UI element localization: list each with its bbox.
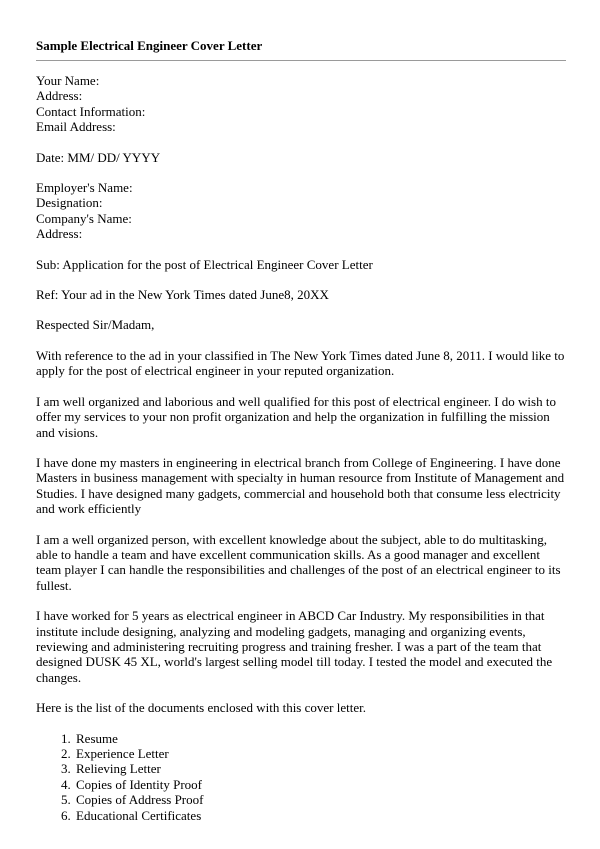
enclosures-list (36, 731, 566, 823)
document-title: Sample Electrical Engineer Cover Letter (36, 38, 263, 53)
list-item: 4. Copies of Identity Proof (74, 777, 566, 792)
body-paragraph: I am a well organized person, with excellent knowledge about the subject, able to do multitasking, able to handle a team and have excellent communication skills. As a good manager and excellent team player I can handle the responsibilities and challenges of the post of an electrical engineer to its fullest. (36, 531, 561, 593)
list-item: 1. Resume (74, 731, 566, 746)
list-item: 2. Experience Letter (74, 746, 566, 761)
sender-address-label: Address: (36, 88, 83, 104)
body-paragraph: With reference to the ad in your classified in The New York Times dated June 8, 2011. I would like to apply for the post of electrical engineer in your reputed organization. (36, 347, 565, 379)
employer-designation-label: Designation: (36, 195, 103, 211)
sender-contact-label: Contact Information: (36, 103, 146, 119)
employer-name-label: Employer's Name: (36, 180, 133, 196)
employer-address-label: Address: (36, 226, 83, 242)
sender-block (36, 73, 566, 135)
employer-block (36, 180, 566, 242)
body-paragraph: I have done my masters in engineering in electrical branch from College of Engineering. I have done Masters in business management with specialty in human resource from Institute of Management and Studies. I have designed many gadgets, commercial and household both that consume less electricity and work efficiently (36, 454, 565, 517)
letter-page (36, 38, 566, 823)
body-paragraph: I am well organized and laborious and well qualified for this post of electrical engineer. I do wish to offer my services to your non profit organization and help the organization in fulfilling the mission and visions. (36, 393, 556, 440)
title-divider (36, 60, 566, 61)
sender-name-label: Your Name: (36, 73, 100, 88)
list-item: 5. Copies of Address Proof (74, 792, 566, 807)
date-line: Date: MM/ DD/ YYYY (36, 149, 161, 165)
list-item: 3. Relieving Letter (74, 761, 566, 776)
enclosures-intro: Here is the list of the documents enclosed with this cover letter. (36, 700, 366, 716)
subject-line: Sub: Application for the post of Electrical Engineer Cover Letter (36, 256, 373, 272)
reference-line: Ref: Your ad in the New York Times dated June8, 20XX (36, 287, 329, 303)
salutation: Respected Sir/Madam, (36, 317, 155, 333)
list-item: 6. Educational Certificates (74, 808, 566, 823)
employer-company-label: Company's Name: (36, 210, 132, 226)
date-block (36, 150, 566, 165)
sender-email-label: Email Address: (36, 119, 116, 135)
body-paragraph: I have worked for 5 years as electrical engineer in ABCD Car Industry. My responsibilities in that institute include designing, analyzing and modeling gadgets, managing and organizing events, reviewing and administering recruiting progress and training fresher. I was a part of the team that designed DUSK 45 XL, world's largest selling model till today. I tested the model and executed the changes. (36, 608, 553, 685)
